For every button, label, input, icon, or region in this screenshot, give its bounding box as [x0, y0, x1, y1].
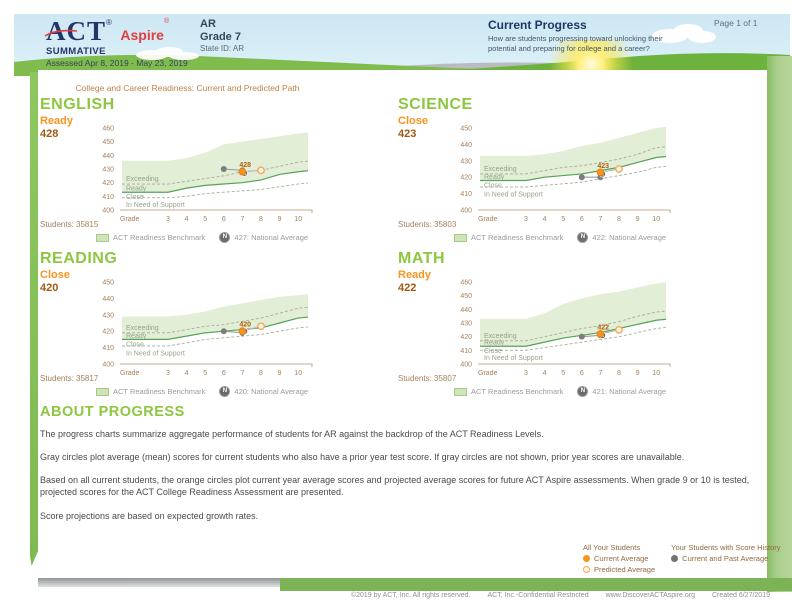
readiness-status: Close: [398, 115, 428, 127]
about-paragraph-2: Gray circles plot average (mean) scores for current students who also have a prior year test score. If gray circles are not shown, prior year scores are unavailable.: [40, 452, 685, 463]
panel-shadow: [38, 578, 282, 587]
svg-text:440: 440: [102, 152, 114, 160]
legend-score-history: [671, 543, 780, 576]
benchmark-legend-label: ACT Readiness Benchmark: [113, 233, 206, 242]
subject-title: ENGLISH: [40, 96, 115, 113]
svg-text:430: 430: [102, 312, 114, 320]
act-wordmark: ACT: [46, 16, 107, 46]
legend-item-label: Current and Past Average: [682, 554, 769, 563]
svg-text:410: 410: [460, 347, 472, 355]
page-indicator: Page 1 of 1: [714, 18, 758, 28]
legend-header: All Your Students: [583, 543, 641, 552]
svg-text:400: 400: [460, 207, 472, 215]
svg-text:8: 8: [617, 370, 621, 377]
svg-text:8: 8: [617, 216, 621, 223]
svg-text:Grade: Grade: [478, 370, 498, 377]
aspire-registered-mark: ®: [163, 18, 170, 25]
svg-text:428: 428: [239, 162, 252, 170]
svg-text:450: 450: [460, 125, 472, 133]
svg-text:400: 400: [460, 361, 472, 369]
svg-text:5: 5: [203, 216, 208, 223]
footer-copyright: ©2019 by ACT, Inc. All rights reserved.: [350, 592, 471, 599]
svg-text:7: 7: [240, 216, 245, 223]
region-label: AR: [200, 18, 216, 30]
students-count: Students: 35817: [40, 374, 99, 383]
svg-text:7: 7: [598, 216, 603, 223]
svg-text:400: 400: [102, 207, 114, 215]
svg-text:4: 4: [542, 216, 547, 223]
average-score: 422: [398, 282, 417, 294]
svg-text:4: 4: [184, 370, 189, 377]
footer-created: Created 6/27/2019: [712, 592, 770, 599]
about-progress-section: [40, 404, 770, 533]
svg-text:423: 423: [597, 162, 610, 170]
svg-text:410: 410: [102, 193, 114, 201]
footer-url: www.DiscoverACTAspire.org: [605, 592, 695, 599]
chart-section-title: College and Career Readiness: Current and Predicted Path: [75, 83, 300, 93]
subject-title: MATH: [398, 250, 446, 267]
legend-all-students: [583, 543, 655, 576]
svg-text:420: 420: [102, 328, 114, 336]
score-legend: [583, 543, 781, 576]
svg-text:8: 8: [259, 216, 263, 223]
legend-header: Your Students with Score History: [671, 543, 781, 552]
progress-chart-science: [442, 122, 674, 234]
average-score: 428: [40, 128, 59, 140]
chart-legend: [96, 232, 308, 243]
svg-text:3: 3: [524, 216, 528, 223]
progress-chart-math: [442, 276, 674, 388]
svg-text:460: 460: [102, 125, 114, 133]
national-average-icon: N: [577, 232, 588, 243]
svg-text:Exceeding: Exceeding: [484, 332, 517, 340]
svg-text:5: 5: [203, 370, 208, 377]
summative-label: SUMMATIVE: [46, 46, 106, 57]
svg-text:Close: Close: [126, 194, 144, 202]
svg-text:10: 10: [652, 216, 661, 223]
national-average-icon: N: [219, 386, 230, 397]
svg-text:6: 6: [221, 370, 226, 377]
footer: [351, 592, 770, 599]
svg-text:Ready: Ready: [126, 332, 147, 340]
svg-text:Close: Close: [126, 341, 144, 349]
svg-text:Grade: Grade: [120, 370, 140, 377]
about-paragraph-1: The progress charts summarize aggregate performance of students for AR against the backdrop of the ACT Readiness Levels.: [40, 429, 544, 439]
benchmark-swatch-icon: [96, 234, 109, 242]
svg-text:420: 420: [239, 321, 252, 329]
benchmark-legend-label: ACT Readiness Benchmark: [471, 387, 564, 396]
legend-item-label: Predicted Average: [594, 565, 656, 574]
svg-text:8: 8: [259, 370, 263, 377]
header-center: [200, 18, 244, 53]
legend-item: [583, 554, 655, 563]
legend-item: [671, 554, 780, 563]
readiness-status: Close: [40, 269, 70, 281]
benchmark-legend-label: ACT Readiness Benchmark: [471, 233, 564, 242]
legend-item-label: Current Average: [594, 554, 649, 563]
svg-text:440: 440: [460, 141, 472, 149]
svg-text:5: 5: [561, 370, 566, 377]
readiness-status: Ready: [398, 269, 432, 281]
svg-text:420: 420: [460, 174, 472, 182]
svg-text:7: 7: [240, 370, 245, 377]
footer-confidential: ACT, Inc.-Confidential Restricted: [487, 592, 589, 599]
bottom-green-band: [280, 578, 792, 591]
subject-card-reading: [40, 250, 392, 406]
readiness-status: Ready: [40, 115, 74, 127]
average-score: 423: [398, 128, 417, 140]
aspire-wordmark: Aspire: [120, 27, 164, 43]
svg-text:9: 9: [277, 370, 282, 377]
current-average-marker-icon: [583, 555, 590, 562]
national-legend-label: 422: National Average: [592, 233, 667, 242]
svg-text:400: 400: [102, 361, 114, 369]
about-paragraph-3: Based on all current students, the orange circles plot current year average scores and projected average scores for future ACT Aspire assessments. When grade 9 or 10 is tested, projected scores for the ACT College Readiness Assessment are presented.: [40, 475, 750, 498]
svg-text:In Need of Support: In Need of Support: [126, 202, 185, 210]
svg-text:Grade: Grade: [478, 216, 498, 223]
svg-text:460: 460: [460, 279, 472, 287]
svg-text:4: 4: [542, 370, 547, 377]
progress-chart-reading: [84, 276, 316, 388]
svg-text:Ready: Ready: [126, 185, 147, 193]
national-average-icon: N: [219, 232, 230, 243]
svg-text:3: 3: [524, 370, 528, 377]
svg-text:Ready: Ready: [484, 339, 505, 347]
subject-title: SCIENCE: [398, 96, 473, 113]
grade-label: Grade 7: [200, 31, 241, 43]
svg-text:410: 410: [460, 191, 472, 199]
svg-text:420: 420: [102, 180, 114, 188]
benchmark-swatch-icon: [96, 388, 109, 396]
svg-text:450: 450: [460, 293, 472, 301]
predicted-average-marker-icon: [583, 566, 590, 573]
legend-item: [583, 565, 655, 574]
svg-text:440: 440: [460, 306, 472, 314]
progress-chart-english: [84, 122, 316, 234]
past-average-marker-icon: [671, 555, 678, 562]
svg-text:9: 9: [277, 216, 282, 223]
svg-text:450: 450: [102, 139, 114, 147]
chart-legend: [96, 386, 308, 397]
left-green-border: [30, 72, 38, 566]
assessed-dates: Assessed Apr 8, 2019 - May 23, 2019: [46, 58, 188, 68]
logo-swoosh-icon: [44, 28, 78, 38]
svg-text:Close: Close: [484, 348, 502, 356]
svg-text:7: 7: [598, 370, 603, 377]
act-registered-mark: ®: [106, 18, 112, 27]
svg-text:10: 10: [652, 370, 661, 377]
about-title: ABOUT PROGRESS: [40, 404, 185, 420]
students-count: Students: 35803: [398, 220, 457, 229]
svg-text:430: 430: [102, 166, 114, 174]
national-legend-label: 427: National Average: [234, 233, 309, 242]
svg-text:Close: Close: [484, 182, 502, 190]
benchmark-swatch-icon: [454, 234, 467, 242]
subject-title: READING: [40, 250, 118, 267]
svg-text:3: 3: [166, 370, 170, 377]
svg-text:420: 420: [460, 334, 472, 342]
svg-text:6: 6: [221, 216, 226, 223]
svg-text:9: 9: [635, 216, 640, 223]
svg-text:6: 6: [579, 216, 584, 223]
subject-card-math: [398, 250, 750, 406]
svg-text:In Need of Support: In Need of Support: [126, 350, 185, 358]
svg-text:In Need of Support: In Need of Support: [484, 191, 543, 199]
benchmark-swatch-icon: [454, 388, 467, 396]
svg-text:Exceeding: Exceeding: [126, 176, 159, 184]
svg-text:3: 3: [166, 216, 170, 223]
svg-text:Exceeding: Exceeding: [126, 324, 159, 332]
students-count: Students: 35815: [40, 220, 99, 229]
subject-card-english: [40, 96, 392, 252]
national-legend-label: 420: National Average: [234, 387, 309, 396]
report-title: Current Progress: [488, 18, 587, 32]
svg-text:9: 9: [635, 370, 640, 377]
subject-card-science: [398, 96, 750, 252]
chart-legend: [454, 232, 666, 243]
svg-text:430: 430: [460, 158, 472, 166]
students-count: Students: 35807: [398, 374, 457, 383]
svg-text:Grade: Grade: [120, 216, 140, 223]
national-legend-label: 421: National Average: [592, 387, 667, 396]
svg-text:10: 10: [294, 370, 303, 377]
svg-text:5: 5: [561, 216, 566, 223]
report-subtitle: How are students progressing toward unlocking their potential and preparing for college and a career?: [488, 34, 663, 54]
svg-text:10: 10: [294, 216, 303, 223]
header-right: [488, 18, 673, 54]
about-paragraph-4: Score projections are based on expected growth rates.: [40, 510, 259, 521]
benchmark-legend-label: ACT Readiness Benchmark: [113, 387, 206, 396]
state-id-label: State ID: AR: [200, 44, 245, 53]
right-green-border: [767, 56, 792, 592]
national-average-icon: N: [577, 386, 588, 397]
svg-text:410: 410: [102, 345, 114, 353]
svg-text:Exceeding: Exceeding: [484, 165, 517, 173]
svg-text:In Need of Support: In Need of Support: [484, 354, 543, 362]
average-score: 420: [40, 282, 59, 294]
svg-text:440: 440: [102, 295, 114, 303]
svg-text:Ready: Ready: [484, 173, 505, 181]
svg-text:4: 4: [184, 216, 189, 223]
svg-text:430: 430: [460, 320, 472, 328]
svg-text:450: 450: [102, 279, 114, 287]
svg-text:422: 422: [597, 324, 610, 332]
chart-legend: [454, 386, 666, 397]
svg-text:6: 6: [579, 370, 584, 377]
